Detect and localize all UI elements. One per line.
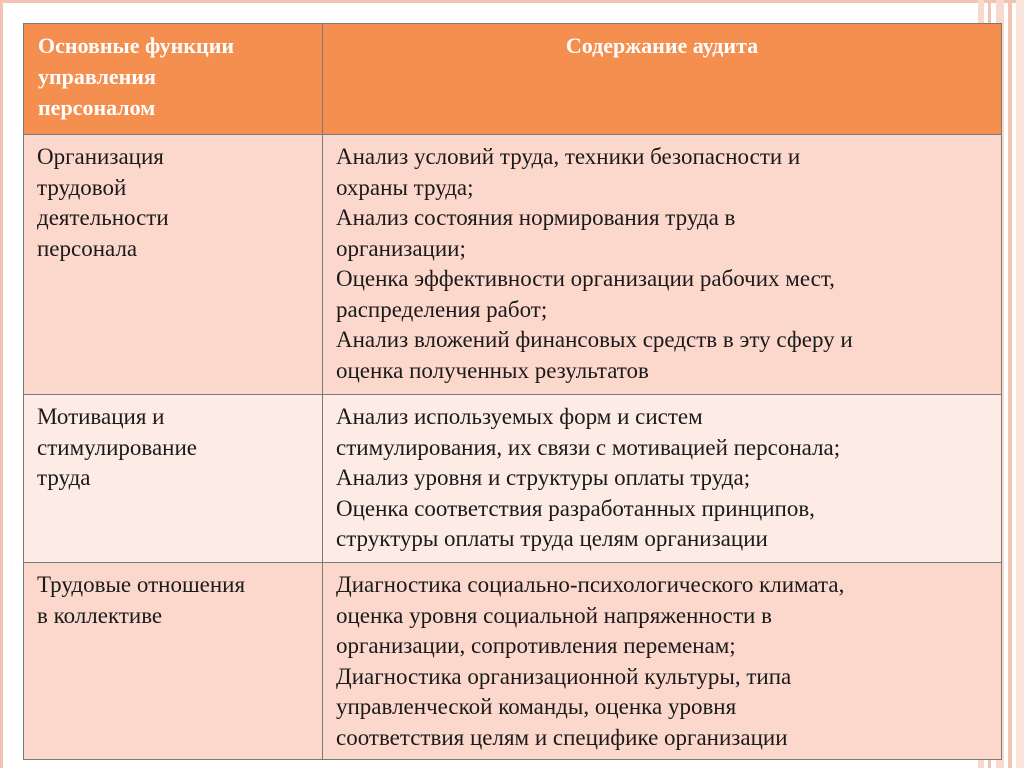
content-cell: [323, 395, 1002, 563]
cell-line: оценка полученных результатов: [336, 357, 649, 383]
cell-line: Анализ вложений финансовых средств в эту сферу и: [336, 327, 853, 352]
cell-line: организации;: [336, 235, 466, 261]
cell-line: Трудовые отношения: [37, 572, 246, 597]
cell-line: оценка уровня социальной напряженности в: [336, 602, 772, 628]
header-audit-content: [323, 24, 1002, 135]
cell-line: Диагностика организационной культуры, типа: [336, 663, 792, 689]
header-line: персоналом: [38, 95, 156, 120]
cell-line: Анализ используемых форм и систем: [336, 404, 703, 429]
cell-line: персонала: [37, 235, 138, 261]
cell-line: Анализ состояния нормирования труда в: [336, 205, 736, 230]
function-cell: [24, 135, 323, 395]
table-row: [24, 395, 1002, 563]
content-cell: [323, 563, 1002, 760]
content-cell: [323, 135, 1002, 395]
cell-line: управленческой команды, оценка уровня: [336, 694, 737, 719]
table-row: [24, 135, 1002, 395]
header-line: Основные функции: [38, 33, 235, 58]
function-cell: [24, 395, 323, 563]
decor-stripe: [1016, 0, 1024, 768]
cell-line: трудовой: [37, 174, 127, 200]
header-line: управления: [38, 64, 156, 89]
cell-line: труда: [37, 465, 91, 490]
cell-line: распределения работ;: [336, 296, 548, 322]
cell-line: стимулирования, их связи с мотивацией персонала;: [336, 434, 841, 460]
cell-line: Мотивация и: [37, 404, 165, 429]
header-functions: [24, 24, 323, 135]
cell-line: Анализ условий труда, техники безопасности и: [336, 144, 801, 169]
cell-line: Анализ уровня и структуры оплаты труда;: [336, 465, 751, 490]
cell-line: в коллективе: [37, 602, 163, 628]
decor-stripe: [1008, 0, 1012, 768]
audit-table: [23, 23, 1002, 760]
cell-line: стимулирование: [37, 434, 197, 460]
table-header-row: [24, 24, 1002, 135]
cell-line: Оценка эффективности организации рабочих мест,: [336, 266, 835, 291]
table-row: [24, 563, 1002, 760]
cell-line: соответствия целям и специфике организации: [336, 724, 788, 750]
cell-line: деятельности: [37, 205, 169, 230]
cell-line: Оценка соответствия разработанных принципов,: [336, 495, 815, 521]
frame-left-border: [0, 0, 3, 768]
header-line: Содержание аудита: [565, 33, 759, 58]
cell-line: организации, сопротивления переменам;: [336, 633, 736, 658]
cell-line: Организация: [37, 144, 164, 169]
frame-top-border: [0, 0, 1024, 3]
cell-line: охраны труда;: [336, 174, 474, 200]
cell-line: Диагностика социально-психологического климата,: [336, 572, 845, 597]
function-cell: [24, 563, 323, 760]
cell-line: структуры оплаты труда целям организации: [336, 526, 768, 551]
